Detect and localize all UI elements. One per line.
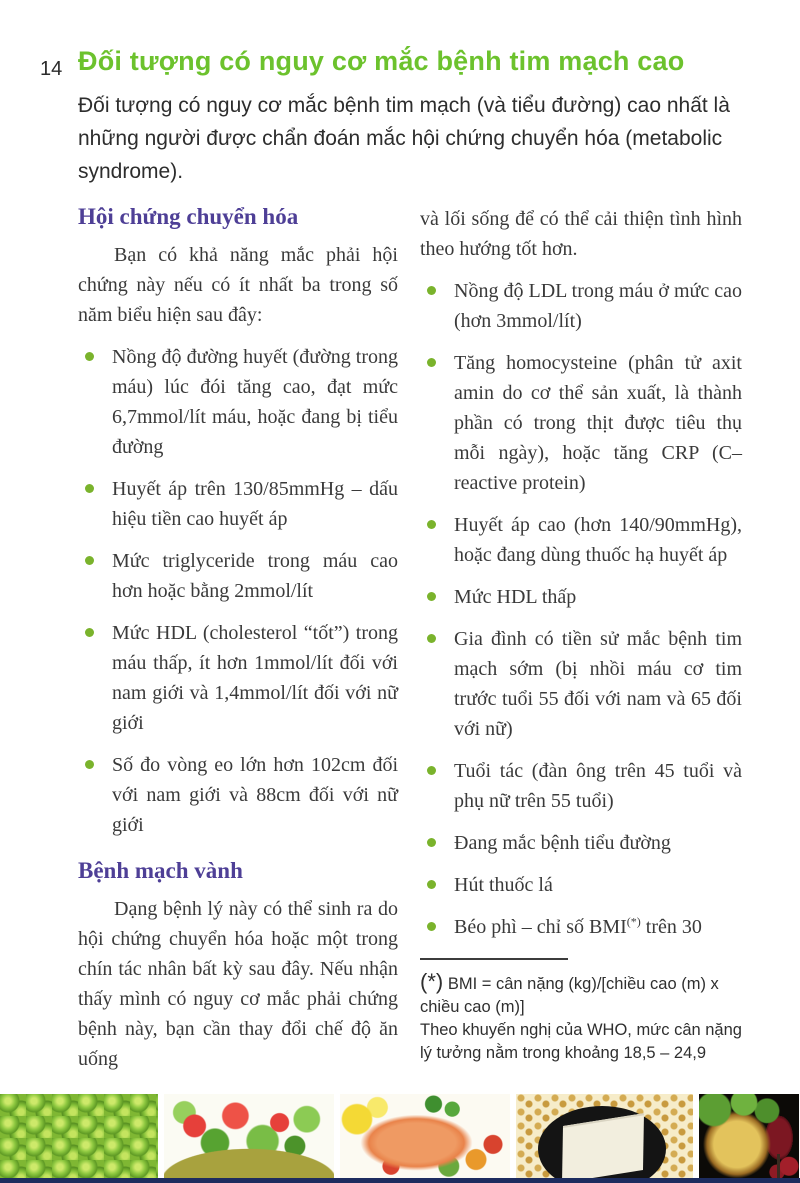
- list-item-text: Mức HDL thấp: [454, 586, 577, 608]
- footnote-bmi-formula: BMI = cân nặng (kg)/[chiều cao (m) x chiều cao (m)]: [420, 975, 719, 1016]
- footnote-star: (*): [420, 969, 444, 994]
- bullet-dot-icon: [85, 352, 94, 361]
- list-item: [420, 624, 742, 744]
- bullet-dot-icon: [427, 922, 436, 931]
- list-item-text: Tăng homocysteine (phân tử axit amin do cơ thể sản xuất, là thành phần có trong thịt được tiêu thụ mỗi ngày), hoặc tăng CRP (C–reactive protein): [454, 352, 742, 494]
- risk-factors-list: [420, 276, 742, 942]
- bullet-dot-icon: [427, 286, 436, 295]
- bullet-dot-icon: [85, 628, 94, 637]
- list-item-text: Nồng độ LDL trong máu ở mức cao (hơn 3mmol/lít): [454, 280, 742, 332]
- bullet-dot-icon: [85, 484, 94, 493]
- bullet-dot-icon: [427, 634, 436, 643]
- intro-paragraph: Đối tượng có nguy cơ mắc bệnh tim mạch (và tiểu đường) cao nhất là những người được chẩn đoán mắc hội chứng chuyển hóa (metabolic syndrome).: [78, 94, 730, 183]
- page-title: Đối tượng có nguy cơ mắc bệnh tim mạch cao: [78, 46, 685, 76]
- bullet-dot-icon: [427, 766, 436, 775]
- two-column-layout: [78, 204, 742, 1086]
- bmi-text-pre: Béo phì – chỉ số BMI: [454, 916, 627, 938]
- list-item: [420, 276, 742, 336]
- list-item-text: Hút thuốc lá: [454, 874, 553, 896]
- black-plate-shape: [538, 1106, 666, 1178]
- bullet-dot-icon: [85, 760, 94, 769]
- footnote-divider: [420, 958, 568, 960]
- wine-grapes-photo: [699, 1094, 799, 1178]
- book-page: [0, 46, 800, 1086]
- footnote: [420, 958, 742, 1065]
- list-item-text: Mức triglyceride trong máu cao hơn hoặc bằng 2mmol/lít: [112, 550, 398, 602]
- section-heading-metabolic-syndrome: Hội chứng chuyển hóa: [78, 204, 299, 229]
- list-item: [78, 750, 398, 840]
- tofu-block-shape: [562, 1113, 644, 1178]
- right-column: [420, 204, 742, 1065]
- list-item: [78, 546, 398, 606]
- salmon-photo: [340, 1094, 510, 1178]
- continuation-paragraph: và lối sống để có thể cải thiện tình hình theo hướng tốt hơn.: [420, 208, 742, 260]
- coronary-disease-paragraph: Dạng bệnh lý này có thể sinh ra do hội chứng chuyển hóa hoặc một trong chín tác nhân bất kỳ sau đây. Nếu nhận thấy mình có nguy cơ mắc phải chứng bệnh này, bạn cần thay đổi chế độ ăn uống: [78, 898, 398, 1070]
- list-item: [420, 756, 742, 816]
- tofu-photo: [516, 1094, 693, 1178]
- list-item: [420, 510, 742, 570]
- page-number: 14: [40, 58, 63, 80]
- bullet-dot-icon: [85, 556, 94, 565]
- metabolic-syndrome-paragraph: Bạn có khả năng mắc phải hội chứng này nếu có ít nhất ba trong số năm biểu hiện sau đây:: [78, 244, 398, 326]
- footnote-line-1: [420, 970, 742, 1019]
- bmi-footnote-marker: (*): [626, 914, 641, 929]
- bullet-dot-icon: [427, 592, 436, 601]
- list-item: [420, 582, 742, 612]
- wine-glass-stem-shape: [777, 1154, 780, 1178]
- bottom-navy-bar: [0, 1178, 800, 1183]
- footnote-line-2: Theo khuyến nghị của WHO, mức cân nặng lý tưởng nằm trong khoảng 18,5 – 24,9: [420, 1021, 742, 1062]
- list-item: [78, 474, 398, 534]
- bmi-text-post: trên 30: [640, 916, 702, 938]
- list-item: [78, 342, 398, 462]
- list-item: [420, 870, 742, 900]
- list-item-bmi: [420, 912, 742, 942]
- list-item-text: Gia đình có tiền sử mắc bệnh tim mạch sớm (bị nhồi máu cơ tim trước tuổi 55 đối với nam và 65 đối với nữ): [454, 628, 742, 740]
- section-heading-coronary-disease: Bệnh mạch vành: [78, 858, 243, 883]
- list-item: [78, 618, 398, 738]
- list-item-text: Tuổi tác (đàn ông trên 45 tuổi và phụ nữ trên 55 tuổi): [454, 760, 742, 812]
- bullet-dot-icon: [427, 520, 436, 529]
- bullet-dot-icon: [427, 880, 436, 889]
- metabolic-criteria-list: [78, 342, 398, 840]
- bullet-dot-icon: [427, 358, 436, 367]
- list-item-text: Số đo vòng eo lớn hơn 102cm đối với nam giới và 88cm đối với nữ giới: [112, 754, 398, 836]
- list-item-text: Huyết áp trên 130/85mmHg – dấu hiệu tiền cao huyết áp: [112, 478, 398, 530]
- salad-photo: [164, 1094, 334, 1178]
- list-item-text: Mức HDL (cholesterol “tốt”) trong máu thấp, ít hơn 1mmol/lít đối với nam giới và 1,4mmol/lít đối với nữ giới: [112, 622, 398, 734]
- list-item-text: Đang mắc bệnh tiểu đường: [454, 832, 671, 854]
- list-item-text: Huyết áp cao (hơn 140/90mmHg), hoặc đang dùng thuốc hạ huyết áp: [454, 514, 742, 566]
- footer-photo-strip: [0, 1094, 800, 1178]
- list-item: [420, 348, 742, 498]
- list-item-text: Nồng độ đường huyết (đường trong máu) lúc đói tăng cao, đạt mức 6,7mmol/lít máu, hoặc đang bị tiểu đường: [112, 346, 398, 458]
- bullet-dot-icon: [427, 838, 436, 847]
- green-peas-photo: [0, 1094, 158, 1178]
- left-column: [78, 204, 398, 1086]
- list-item: [420, 828, 742, 858]
